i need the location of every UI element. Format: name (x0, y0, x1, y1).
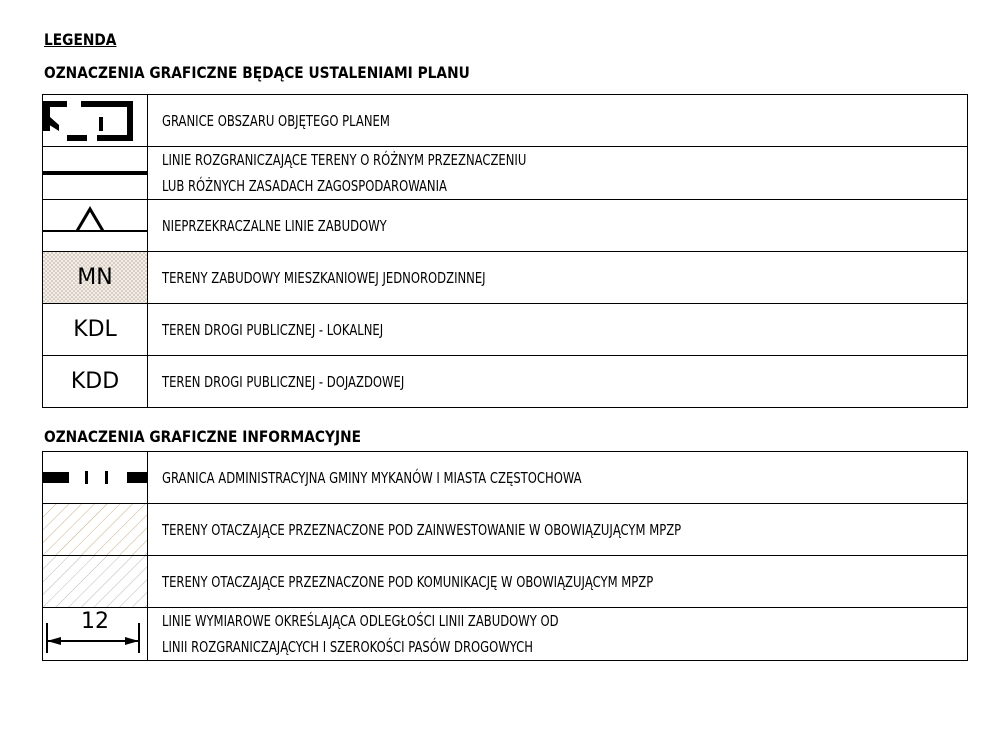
legend-description: TERENY OTACZAJĄCE PRZEZNACZONE POD KOMUNIKACJĘ W OBOWIĄZUJĄCYM MPZP (148, 556, 968, 608)
legend-row (43, 504, 968, 556)
investment-hatch-icon (43, 504, 148, 556)
symbol-cell (43, 356, 148, 408)
plan-boundary-icon (43, 95, 148, 147)
legend-description: NIEPRZEKRACZALNE LINIE ZABUDOWY (148, 200, 968, 252)
legend-table-info (42, 451, 968, 661)
demarcation-line-icon (43, 147, 148, 200)
legend-description: TERENY ZABUDOWY MIESZKANIOWEJ JEDNORODZINNEJ (148, 252, 968, 304)
legend-row (43, 252, 968, 304)
legend-description: LINIE WYMIAROWE OKREŚLAJĄCA ODLEGŁOŚCI LINII ZABUDOWY OD LINII ROZGRANICZAJĄCYCH I SZEROKOŚCI PASÓW DROGOWYCH (148, 608, 968, 661)
dimension-line-icon (43, 608, 148, 661)
symbol-cell (43, 304, 148, 356)
dimension-value: 12 (81, 609, 109, 634)
legend-row (43, 304, 968, 356)
legend-row (43, 200, 968, 252)
legend-table-plan (42, 94, 968, 408)
legend-description: GRANICA ADMINISTRACYJNA GMINY MYKANÓW I MIASTA CZĘSTOCHOWA (148, 452, 968, 504)
section-heading-info: OZNACZENIA GRAFICZNE INFORMACYJNE (44, 427, 362, 446)
legend-row (43, 452, 968, 504)
legend-description: TEREN DROGI PUBLICZNEJ - LOKALNEJ (148, 304, 968, 356)
legend-row (43, 95, 968, 147)
symbol-code: KDD (70, 369, 120, 394)
legend-row (43, 556, 968, 608)
legend-description: LINIE ROZGRANICZAJĄCE TERENY O RÓŻNYM PRZEZNACZENIU LUB RÓŻNYCH ZASADACH ZAGOSPODAROWANIA (148, 147, 968, 200)
symbol-code: MN (77, 265, 113, 290)
communication-hatch-icon (43, 556, 148, 608)
legend-description: GRANICE OBSZARU OBJĘTEGO PLANEM (148, 95, 968, 147)
legend-title: LEGENDA (44, 30, 117, 49)
building-line-icon (43, 200, 148, 252)
legend-row (43, 147, 968, 200)
legend-description: TERENY OTACZAJĄCE PRZEZNACZONE POD ZAINWESTOWANIE W OBOWIĄZUJĄCYM MPZP (148, 504, 968, 556)
section-heading-plan: OZNACZENIA GRAFICZNE BĘDĄCE USTALENIAMI PLANU (44, 63, 470, 82)
legend-description: TEREN DROGI PUBLICZNEJ - DOJAZDOWEJ (148, 356, 968, 408)
legend-row (43, 608, 968, 661)
mn-hatch-icon (43, 252, 148, 304)
legend-row (43, 356, 968, 408)
symbol-code: KDL (73, 317, 117, 342)
admin-boundary-icon (43, 452, 148, 504)
